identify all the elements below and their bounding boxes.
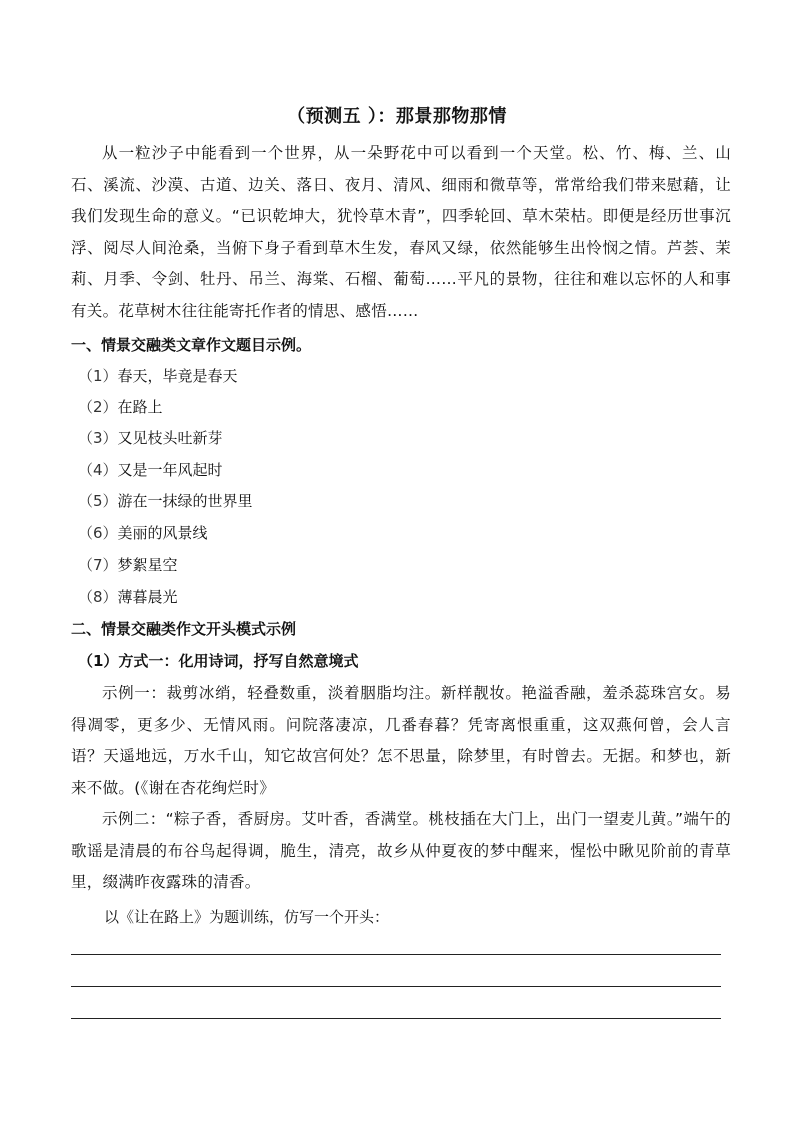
answer-line[interactable] — [71, 954, 721, 955]
section1-heading: 一、情景交融类文章作文题目示例。 — [71, 336, 312, 354]
section2-heading: 二、情景交融类作文开头模式示例 — [71, 620, 297, 638]
answer-line[interactable] — [71, 986, 721, 987]
list-item-number: （3） — [78, 429, 118, 447]
intro-paragraph: 从一粒沙子中能看到一个世界，从一朵野花中可以看到一个天堂。松、竹、梅、兰、山石、溪流、沙漠、古道、边关、落日、夜月、清风、细雨和微草等，常常给我们带来慰藉，让我们发现生命的意义。“已识乾坤大，犹怜草木青”，四季轮回、草木荣枯。即便是经历世事沉浮、阅尽人间沧桑，当俯下身子看到草木生发，春风又绿，依然能够生出怜悯之情。芦荟、茉莉、月季、令剑、牡丹、吊兰、海棠、石榴、葡萄……平凡的景物，往往和难以忘怀的人和事有关。花草树木往往能寄托作者的情思、感悟…… — [71, 144, 731, 320]
list-item — [78, 550, 178, 581]
list-item — [78, 455, 223, 486]
list-item — [78, 423, 223, 454]
example2-paragraph: 示例二：“粽子香，香厨房。艾叶香，香满堂。桃枝插在大门上，出门一望麦儿黄。”端午的歌谣是清晨的布谷鸟起得调，脆生，清亮，故乡从仲夏夜的梦中醒来，惺忪中瞅见阶前的青草里，缀满昨夜露珠的清香。 — [71, 810, 731, 891]
list-item-text: 又见枝头吐新芽 — [117, 429, 223, 447]
list-item — [78, 582, 178, 613]
list-item-number: （7） — [78, 556, 118, 574]
writing-prompt: 以《让在路上》为题训练，仿写一个开头： — [104, 908, 390, 926]
page-title: （预测五 ）：那景那物那情 — [287, 106, 507, 127]
list-item-text: 美丽的风景线 — [117, 524, 208, 542]
list-item — [78, 486, 253, 517]
list-item-text: 又是一年风起时 — [117, 461, 223, 479]
section2-subheading: （1）方式一：化用诗词，抒写自然意境式 — [78, 652, 359, 670]
list-item-number: （5） — [78, 492, 118, 510]
list-item — [78, 361, 238, 392]
example1-paragraph: 示例一：裁剪冰绡，轻叠数重，淡着胭脂均注。新样靓妆。艳溢香融，羞杀蕊珠宫女。易得凋零，更多少、无情风雨。问院落凄凉，几番春暮？凭寄离恨重重，这双燕何曾，会人言语？天遥地远，万水千山，知它故宫何处？怎不思量，除梦里，有时曾去。无据。和梦也，新来不做。(《谢在杏花绚烂时》 — [71, 684, 731, 797]
list-item-number: （2） — [78, 398, 118, 416]
list-item-number: （8） — [78, 588, 118, 606]
list-item-text: 春天，毕竟是春天 — [117, 367, 238, 385]
answer-line[interactable] — [71, 1018, 721, 1019]
list-item-text: 游在一抹绿的世界里 — [117, 492, 253, 510]
list-item-number: （4） — [78, 461, 118, 479]
list-item-text: 薄暮晨光 — [117, 588, 178, 606]
list-item — [78, 518, 208, 549]
list-item-text: 梦絮星空 — [117, 556, 178, 574]
list-item-number: （1） — [78, 367, 118, 385]
list-item-text: 在路上 — [117, 398, 163, 416]
list-item — [78, 392, 163, 423]
list-item-number: （6） — [78, 524, 118, 542]
